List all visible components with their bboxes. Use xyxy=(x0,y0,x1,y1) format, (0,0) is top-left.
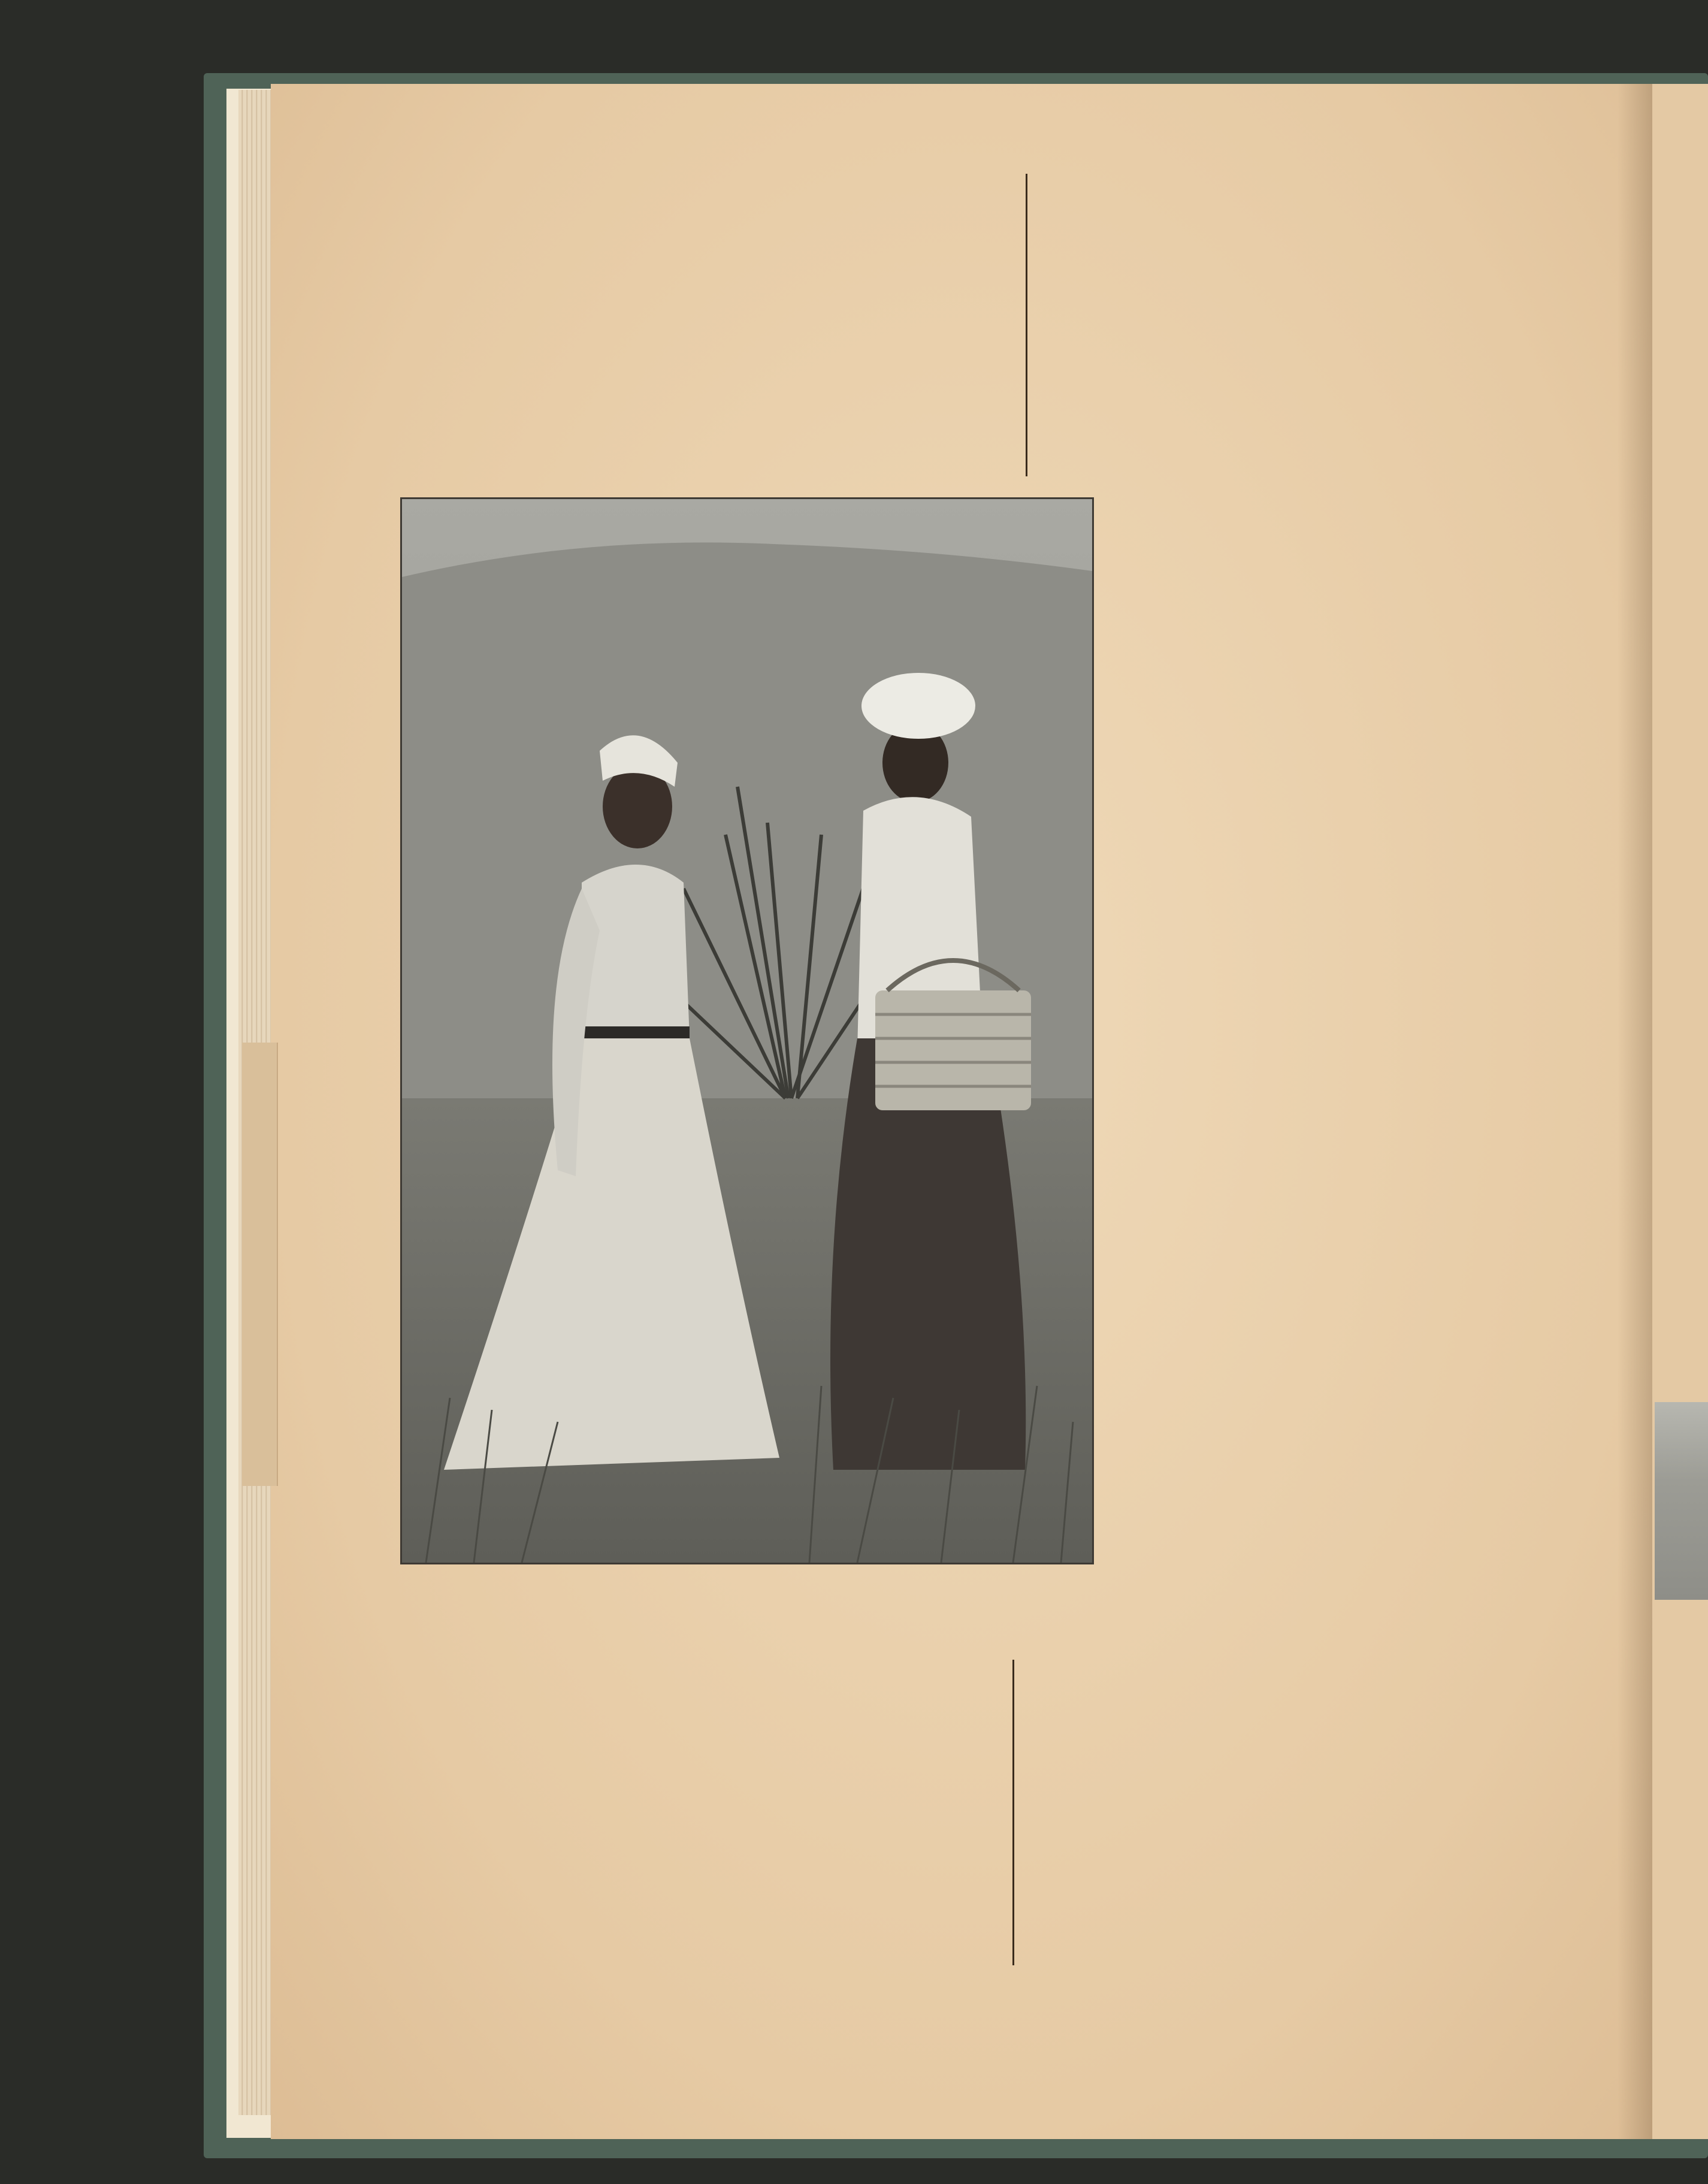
page-header xyxy=(935,107,959,140)
right-column-top xyxy=(1041,168,1630,173)
facing-page-photo xyxy=(1655,1402,1708,1600)
column-rule xyxy=(1026,174,1027,476)
paper-tab xyxy=(242,1043,278,1486)
column-rule xyxy=(1012,1660,1014,1965)
photograph-germana-and-monika xyxy=(400,497,1094,1564)
left-column-top xyxy=(400,163,1004,167)
facing-page xyxy=(1652,84,1708,2139)
